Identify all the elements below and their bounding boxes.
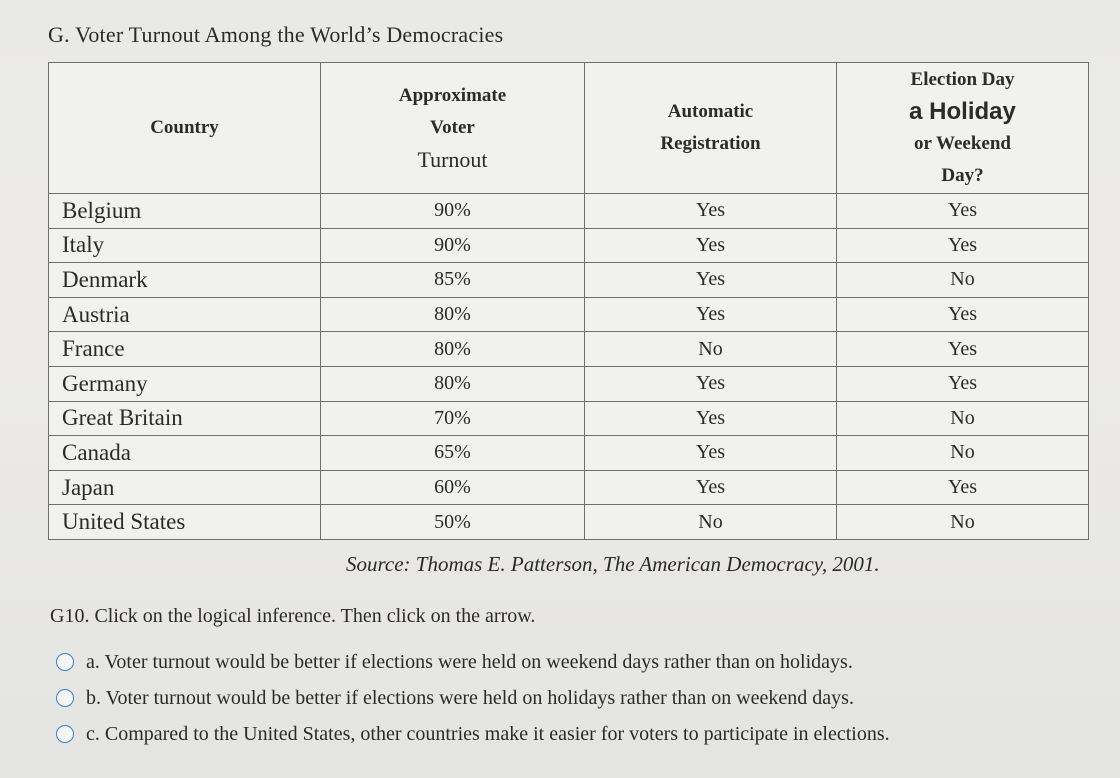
table-row (49, 263, 1089, 298)
cell-holiday: No (837, 436, 1089, 471)
table-row (49, 470, 1089, 505)
answer-options (56, 644, 890, 752)
answer-option-b-label[interactable]: b. Voter turnout would be better if elections were held on holidays rather than on weekend days. (86, 686, 854, 709)
cell-registration: Yes (585, 470, 837, 505)
question-prompt: G10. Click on the logical inference. Then click on the arrow. (50, 605, 536, 627)
cell-country: Denmark (49, 263, 321, 298)
table-row (49, 505, 1089, 540)
header-holiday-line-4: Day? (941, 165, 984, 186)
cell-country: United States (49, 505, 321, 540)
cell-turnout: 80% (321, 366, 585, 401)
cell-turnout: 60% (321, 470, 585, 505)
cell-country: Italy (49, 228, 321, 263)
radio-button-icon[interactable] (56, 653, 74, 671)
cell-holiday: Yes (837, 470, 1089, 505)
voter-turnout-table-container (48, 62, 1088, 540)
table-row (49, 436, 1089, 471)
cell-holiday: Yes (837, 366, 1089, 401)
voter-turnout-table (48, 62, 1089, 540)
cell-turnout: 65% (321, 436, 585, 471)
cell-holiday: Yes (837, 228, 1089, 263)
header-registration-line-2: Registration (660, 133, 761, 154)
source-citation: Source: Thomas E. Patterson, The American Democracy, 2001. (346, 552, 880, 576)
cell-registration: Yes (585, 297, 837, 332)
header-holiday-line-1: Election Day (910, 69, 1015, 90)
cell-turnout: 70% (321, 401, 585, 436)
answer-option-b[interactable] (56, 680, 890, 716)
cell-holiday: No (837, 401, 1089, 436)
cell-country: Canada (49, 436, 321, 471)
table-row (49, 297, 1089, 332)
header-registration-line-1: Automatic (667, 101, 754, 122)
header-holiday-line-3: or Weekend (914, 133, 1011, 154)
header-holiday-line-2: a Holiday (909, 98, 1016, 125)
cell-turnout: 80% (321, 297, 585, 332)
table-row (49, 332, 1089, 367)
cell-turnout: 50% (321, 505, 585, 540)
table-header-row (49, 63, 1089, 194)
cell-registration: No (585, 332, 837, 367)
cell-turnout: 90% (321, 194, 585, 229)
cell-registration: Yes (585, 263, 837, 298)
header-holiday (837, 63, 1089, 194)
cell-country: France (49, 332, 321, 367)
table-row (49, 366, 1089, 401)
page-title: G. Voter Turnout Among the World’s Democracies (48, 22, 504, 47)
cell-holiday: Yes (837, 332, 1089, 367)
cell-holiday: Yes (837, 297, 1089, 332)
table-row (49, 228, 1089, 263)
answer-option-a[interactable] (56, 644, 890, 680)
cell-country: Germany (49, 366, 321, 401)
header-turnout-line-1: Approximate (398, 85, 507, 106)
cell-registration: Yes (585, 436, 837, 471)
cell-country: Austria (49, 297, 321, 332)
header-turnout (321, 63, 585, 194)
radio-button-icon[interactable] (56, 725, 74, 743)
answer-option-c-label[interactable]: c. Compared to the United States, other countries make it easier for voters to participate in elections. (86, 722, 890, 745)
cell-registration: Yes (585, 228, 837, 263)
cell-holiday: Yes (837, 194, 1089, 229)
cell-country: Great Britain (49, 401, 321, 436)
answer-option-c[interactable] (56, 716, 890, 752)
cell-country: Belgium (49, 194, 321, 229)
answer-option-a-label[interactable]: a. Voter turnout would be better if elections were held on weekend days rather than on holidays. (86, 650, 853, 673)
cell-turnout: 90% (321, 228, 585, 263)
cell-registration: No (585, 505, 837, 540)
cell-registration: Yes (585, 401, 837, 436)
cell-registration: Yes (585, 194, 837, 229)
header-country-label: Country (150, 117, 219, 138)
radio-button-icon[interactable] (56, 689, 74, 707)
cell-registration: Yes (585, 366, 837, 401)
cell-holiday: No (837, 263, 1089, 298)
table-row (49, 401, 1089, 436)
header-turnout-line-2: Voter (430, 117, 475, 138)
cell-holiday: No (837, 505, 1089, 540)
header-country (49, 63, 321, 194)
cell-turnout: 85% (321, 263, 585, 298)
header-registration (585, 63, 837, 194)
header-turnout-line-3: Turnout (417, 147, 488, 172)
cell-country: Japan (49, 470, 321, 505)
table-row (49, 194, 1089, 229)
cell-turnout: 80% (321, 332, 585, 367)
